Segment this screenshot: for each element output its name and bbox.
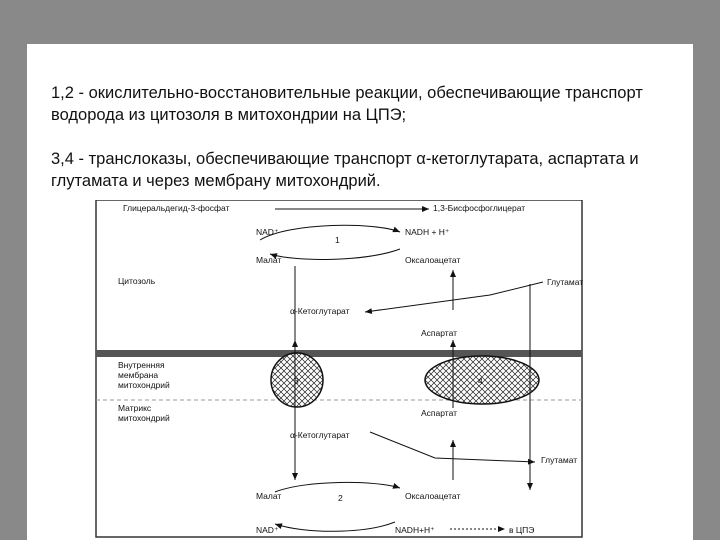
label-oxaloacetate-top: Оксалоацетат <box>405 255 461 265</box>
membrane-band <box>96 350 582 357</box>
label-oxaloacetate-bottom: Оксалоацетат <box>405 491 461 501</box>
label-aspartate-bottom: Аспартат <box>421 408 458 418</box>
label-reaction-2: 2 <box>338 493 343 503</box>
label-cytosol: Цитозоль <box>118 276 156 286</box>
arrow-nad-to-nadh <box>260 225 400 240</box>
translocase-4-label: 4 <box>478 376 483 386</box>
label-matrix-line1: Матрикс <box>118 403 152 413</box>
label-nadh-bottom: NADH+H⁺ <box>395 525 435 535</box>
paragraph-reactions: 1,2 - окислительно-восстановительные реакции, обеспечивающие транспорт водорода из цитозоля в митохондрии на ЦПЭ; <box>51 84 643 124</box>
label-1-3-bisphosphoglycerate: 1,3-Бисфосфоглицерат <box>433 203 526 213</box>
label-aspartate-top: Аспартат <box>421 328 458 338</box>
arrow-malate-to-oaa <box>275 482 400 492</box>
malate-aspartate-shuttle-diagram <box>95 200 615 540</box>
label-matrix-line2: митохондрий <box>118 413 170 423</box>
label-to-etc: в ЦПЭ <box>509 525 535 535</box>
label-malate-bottom: Малат <box>256 491 282 501</box>
label-nadh-top: NADH + H⁺ <box>405 227 450 237</box>
arrow-oaa-to-malate <box>270 249 400 259</box>
label-akg-top: α-Кетоглутарат <box>290 306 350 316</box>
label-glyceraldehyde-3-phosphate: Глицеральдегид-3-фосфат <box>123 203 230 213</box>
slide <box>27 44 693 540</box>
label-inner-membrane-line2: мембрана <box>118 370 159 380</box>
label-glutamate-top: Глутамат <box>547 277 584 287</box>
arrow-glutamate-to-akg-top <box>365 282 543 312</box>
label-nad-top: NAD⁺ <box>256 227 279 237</box>
label-inner-membrane-line3: митохондрий <box>118 380 170 390</box>
label-inner-membrane-line1: Внутренняя <box>118 360 165 370</box>
translocase-3-label: 3 <box>294 376 299 386</box>
arrow-nadh-to-nad <box>275 522 395 531</box>
paragraph-translocases: 3,4 - транслоказы, обеспечивающие транспорт α-кетоглутарата, аспартата и глутамата и через мембрану митохондрий. <box>51 150 639 190</box>
label-akg-bottom: α-Кетоглутарат <box>290 430 350 440</box>
label-glutamate-bottom: Глутамат <box>541 455 578 465</box>
label-malate-top: Малат <box>256 255 282 265</box>
label-nad-bottom: NAD⁺ <box>256 525 279 535</box>
label-reaction-1: 1 <box>335 235 340 245</box>
